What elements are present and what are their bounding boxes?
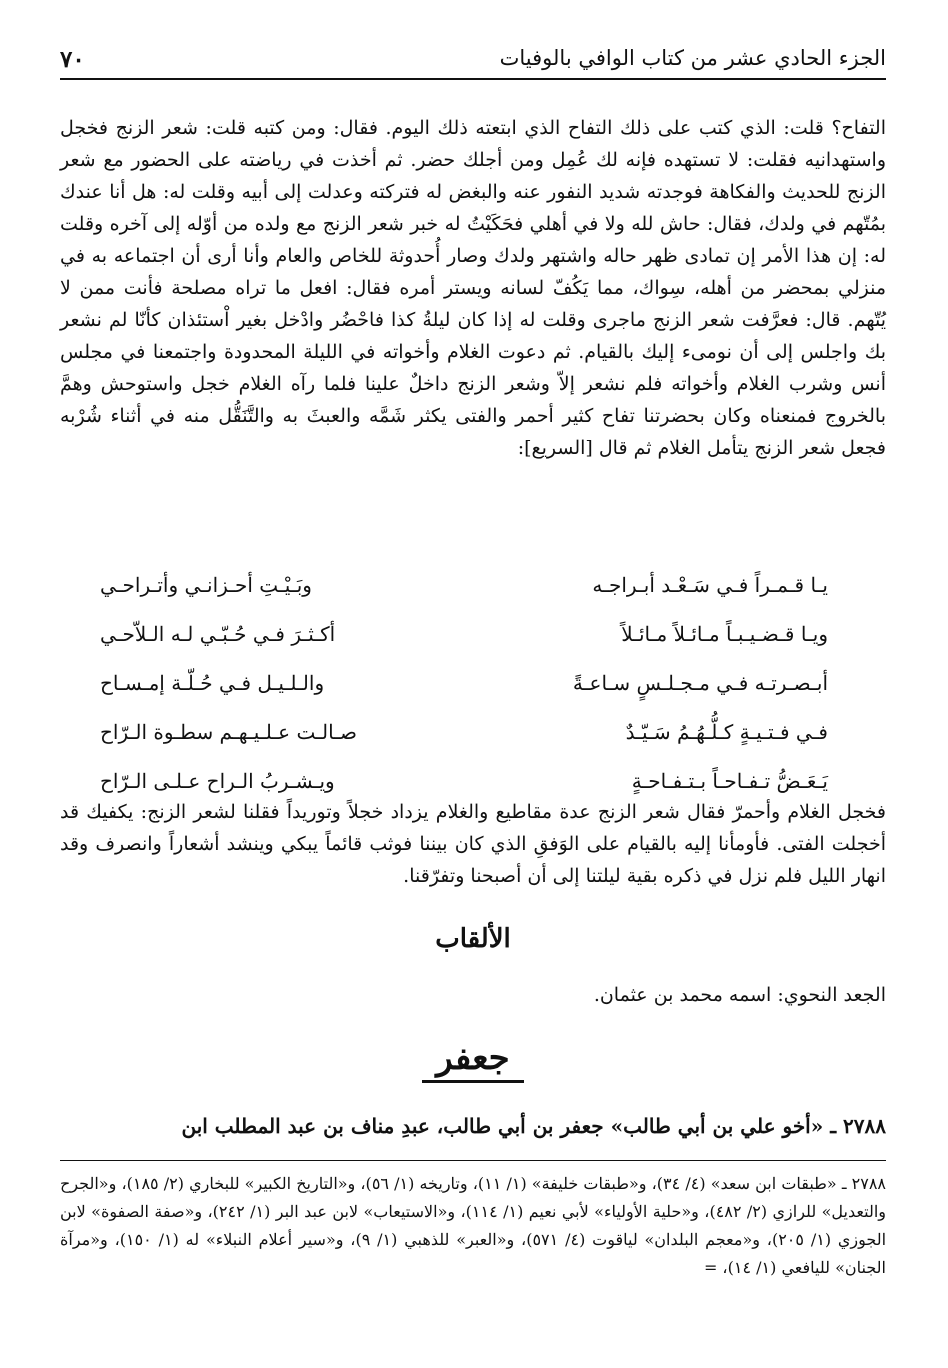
verse-first-hemistich: ويـا قـضـيـبـاً مـائـلاً مـائـلاً	[621, 621, 828, 646]
poem-verse	[100, 707, 828, 756]
verse-first-hemistich: أبـصـرتـه فـي مـجـلـسٍ سـاعـةً	[572, 670, 828, 695]
section-heading: الألقاب	[435, 924, 511, 954]
verse-second-hemistich: والـلـيـل فـي حُـلّـة إمـسـاح	[100, 670, 325, 695]
page-header	[60, 40, 886, 80]
verse-second-hemistich: أكـثـرَ فـي حُـبّـي لـه الـلاّحـي	[100, 621, 336, 646]
paragraph-text: التفاح؟ قلت: الذي كتب على ذلك التفاح الذي ابتعته ذلك اليوم. فقال: ومن كتبه قلت: شعر الزنج فخجل واستهدانيه فقلت: لا تستهده فإنه لك عُمِل ومن أجلك حضر. ثم أخذت في رياضته على الحضور مع شعر الزنج للحديث والفكاهة فوجدته شديد النفور عنه والبغض له فتركته وعدلت إلى أبيه وقلت له: هل أنا عندك بمُتّهم في ولدك، فقال: حاش لله ولا في أهلي فحَكَيْتُ له خبر شعر الزنج مع ولده من أوّله إلى آخره وقلت له: إن هذا الأمر إن تمادى ظهر حاله واشتهر ولدك وصار أُحدوثة للخاص والعام وأنا أرى أن اجتماعه به في منزلي بمحضر من أهله، سِواك، مما يَكُفّ لسانه ويستر أمره فقال: افعل ما تراه مصلحة فأنت ممن لا يُتّهم. قال: فعرَّفت شعر الزنج ماجرى وقلت له إذا كان ليلةُ كذا فاحْضُر وادْخل بغير اْستئذان كأنّا لم نشعر بك واجلس إلى أن نومىء إليك بالقيام. ثم دعوت الغلام وأخواته في الليلة المحدودة واجتمعنا في مجلس أنس وشرب الغلام وأخواته فلم نشعر إلاّ وشعر الزنج داخلٌ علينا فلما رآه الغلام خجل واستوحش وهمَّ بالخروج فمنعناه وكان بحضرتنا تفاح كثير أحمر والفتى يكثر شَمَّه والعبثَ به والتَّنَقُّل منه في أثناء شُرْبه فجعل شعر الزنج يتأمل الغلام ثم قال [السريع]:	[60, 117, 887, 459]
biography-entry: ٢٧٨٨ ـ «أخو علي بن أبي طالب» جعفر بن أبي طالب، عبدِ مناف بن عبد المطلب ابن	[181, 1114, 886, 1138]
running-title: الجزء الحادي عشر من كتاب الوافي بالوفيات	[499, 46, 886, 70]
footnote: ٢٧٨٨ ـ «طبقات ابن سعد» (٤/ ٣٤)، و«طبقات خليفة» (١/ ١١)، وتاريخه (١/ ٥٦)، و«التاريخ الكبير» للبخاري (٢/ ١٨٥)، و«الجرح والتعديل» للرازي (٢/ ٤٨٢)، و«حلية الأولياء» لأبي نعيم (١/ ١١٤)، و«الاستيعاب» لابن عبد البر (١/ ٢٤٢)، و«صفة الصفوة» لابن الجوزي (١/ ٢٠٥)، و«معجم البلدان» لياقوت (٤/ ٥٧١)، و«العبر» للذهبي (١/ ٩)، و«سير أعلام النبلاء» له (١/ ١٥٠)، و«مرآة الجنان» لليافعي (١/ ١٤)، =	[60, 1174, 887, 1277]
name-heading-text: جعفر	[422, 1038, 523, 1083]
verse-first-hemistich: يـا قـمـراً فـي سَـعْـد أبـراجـه	[592, 572, 828, 597]
main-paragraph	[60, 112, 886, 464]
poem-block	[100, 560, 828, 805]
verse-first-hemistich: فـي فـتـيـةٍ كـلُّـهُـمُ سَـيّـدٌ	[625, 719, 828, 744]
after-poem-paragraph: فخجل الغلام وأحمرّ فقال شعر الزنج عدة مقاطيع والغلام يزداد خجلاً وتوريداً فقلنا لشعر الزنج: يكفيك قد أخجلت الفتى. فأومأنا إليه بالقيام على الوَفقِ الذي كان بيننا فوثب قائماً يبكي وينشد أشعاراً وانصرف وقد انهار الليل فلم نزل في ذكره بقية ليلتنا إلى أن أصبحنا وتفرّقنا.	[60, 801, 886, 887]
poem-verse	[100, 560, 828, 609]
laqab-entry: الجعد النحوي: اسمه محمد بن عثمان.	[593, 984, 886, 1006]
verse-second-hemistich: صـالـت عـلـيـهـم سطـوة الـرّاح	[100, 719, 358, 744]
verse-first-hemistich: يَـعَـضُّ تـفـاحـاً بـتـفـاحـةٍ	[631, 768, 828, 793]
name-heading	[60, 1038, 886, 1078]
page-number: ٧٠	[60, 46, 85, 73]
verse-second-hemistich: وبَـيْـتِ أحـزانـي وأتـراحـي	[100, 572, 312, 597]
poem-verse	[100, 658, 828, 707]
footnote-divider	[60, 1160, 886, 1161]
verse-second-hemistich: ويـشـربُ الـراح عـلـى الـرّاح	[100, 768, 335, 793]
poem-verse	[100, 609, 828, 658]
